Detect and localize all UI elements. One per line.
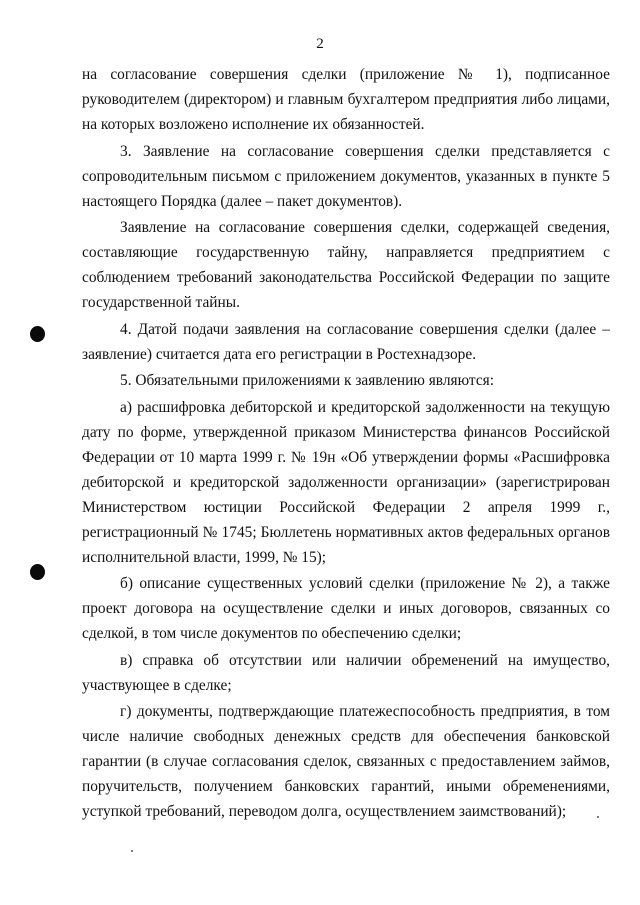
paragraph-item-4: 4. Датой подачи заявления на согласование совершения сделки (далее – заявление) считается дата его регистрации в Ростехнадзоре. <box>82 320 610 363</box>
document-body <box>82 62 610 826</box>
paragraph-continuation: на согласование совершения сделки (приложение № 1), подписанное руководителем (директором) и главным бухгалтером предприятия либо лицами, на которых возложено исполнение их обязанностей. <box>82 66 610 133</box>
scan-speck <box>131 850 133 852</box>
page-number: 2 <box>316 36 324 52</box>
punch-hole-mark <box>30 564 45 580</box>
punch-hole-mark <box>30 326 45 342</box>
paragraph-item-3: 3. Заявление на согласование совершения сделки представляется с сопроводительным письмом с приложением документов, указанных в пункте 5 настоящего Порядка (далее – пакет документов). <box>82 142 610 210</box>
paragraph-item-5: 5. Обязательными приложениями к заявлению являются: <box>120 372 495 389</box>
paragraph-subitem-b: б) описание существенных условий сделки (приложение № 2), а также проект договора на осуществление сделки и иных договоров, связанных со сделкой, в том числе документов по обеспечению сделки; <box>82 575 610 642</box>
paragraph-subitem-a: а) расшифровка дебиторской и кредиторской задолженности на текущую дату по форме, утвержденной приказом Министерства финансов Российской Федерации от 10 марта 1999 г. № 19н «Об утверждении формы «Расшифровка дебиторской и кредиторской задолженности организации» (зарегистрирован Министерством юстиции Российской Федерации 2 апреля 1999 г., регистрационный № 1745; Бюллетень нормативных актов федеральных органов исполнительной власти, 1999, № 15); <box>82 398 610 566</box>
paragraph-subitem-g: г) документы, подтверждающие платежеспособность предприятия, в том числе наличие свободных денежных средств для обеспечения банковской гарантии (в случае согласования сделок, связанных с предоставлением займов, поручительств, получением банковских гарантий, иными обременениями, уступкой требований, переводом долга, осуществлением заимствований); <box>82 703 610 820</box>
paragraph-subitem-v: в) справка об отсутствии или наличии обременений на имущество, участвующее в сделке; <box>82 651 610 694</box>
paragraph-state-secret: Заявление на согласование совершения сделки, содержащей сведения, составляющие государственную тайну, направляется предприятием с соблюдением требований законодательства Российской Федерации по защите государственной тайны. <box>82 219 610 311</box>
